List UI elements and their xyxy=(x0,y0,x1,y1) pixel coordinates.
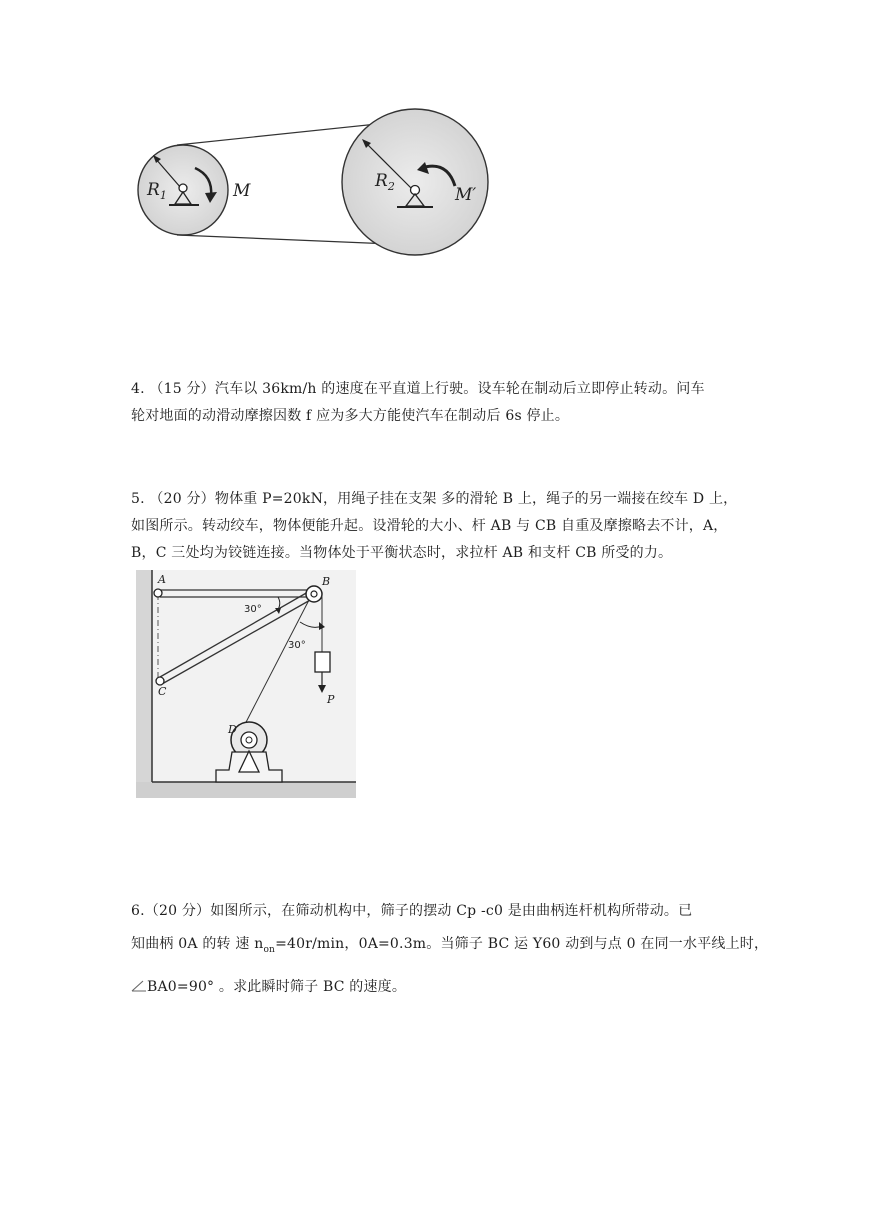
hinge-a xyxy=(154,589,162,597)
large-pulley xyxy=(342,109,488,255)
label-r2: R xyxy=(375,171,388,191)
label-m-prime: M′ xyxy=(455,185,477,205)
label-r2-sub: 2 xyxy=(387,180,395,193)
problem-4 xyxy=(131,376,741,430)
angle-icon xyxy=(131,980,147,992)
small-pulley-hinge xyxy=(179,184,187,192)
hinge-c xyxy=(156,677,164,685)
problem-5-line-3: B，C 三处均为铰链连接。当物体处于平衡状态时，求拉杆 AB 和支杆 CB 所受的力。 xyxy=(131,545,673,561)
wall xyxy=(136,570,152,798)
label-angle-2: 30° xyxy=(288,640,306,651)
winch-d-axle xyxy=(246,737,252,743)
problem-6-line-2-part-a: 知曲柄 0A 的转 速 n xyxy=(131,936,264,952)
problem-6-line-2 xyxy=(131,931,769,964)
label-r1-sub: 1 xyxy=(159,189,167,202)
floor xyxy=(136,782,356,798)
problem-6-line-3-text: BA0=90° 。求此瞬时筛子 BC 的速度。 xyxy=(147,978,407,995)
problem-5 xyxy=(131,486,741,567)
problem-4-line-1: 4. （15 分）汽车以 36km/h 的速度在平直道上行驶。设车轮在制动后立即停止转动。问车 xyxy=(131,381,705,397)
problem-5-line-1: 5. （20 分）物体重 P=20kN，用绳子挂在支架 多的滑轮 B 上，绳子的另一端接在绞车 D 上， xyxy=(131,491,738,507)
problem-6-n-subscript: on xyxy=(263,944,276,955)
label-b: B xyxy=(322,575,331,588)
problem-6-line-2-part-b: =40r/min，0A=0.3m。当筛子 BC 运 Y60 动到与点 0 在同一水平线上时， xyxy=(275,936,769,952)
label-r1: R xyxy=(147,180,160,200)
label-c: C xyxy=(158,685,167,698)
problem-4-line-2: 轮对地面的动滑动摩擦因数 f 应为多大方能使汽车在制动后 6s 停止。 xyxy=(131,408,570,424)
problem-6 xyxy=(131,898,769,1001)
weight-block xyxy=(315,652,330,672)
label-p: P xyxy=(327,693,335,706)
label-m: M xyxy=(233,181,251,201)
problem-5-line-2: 如图所示。转动绞车，物体便能升起。设滑轮的大小、杆 AB 与 CB 自重及摩擦略去不计，A， xyxy=(131,518,728,534)
problem-6-line-3 xyxy=(131,974,741,1001)
label-a: A xyxy=(158,573,166,586)
belt-drive-figure xyxy=(125,100,505,260)
pulley-b-center xyxy=(311,591,317,597)
label-angle-1: 30° xyxy=(244,604,262,615)
crane-figure xyxy=(136,570,356,798)
label-d: D xyxy=(228,723,237,736)
problem-6-line-1: 6.（20 分）如图所示，在筛动机构中，筛子的摆动 Cp -c0 是由曲柄连杆机构所带动。已 xyxy=(131,903,693,919)
